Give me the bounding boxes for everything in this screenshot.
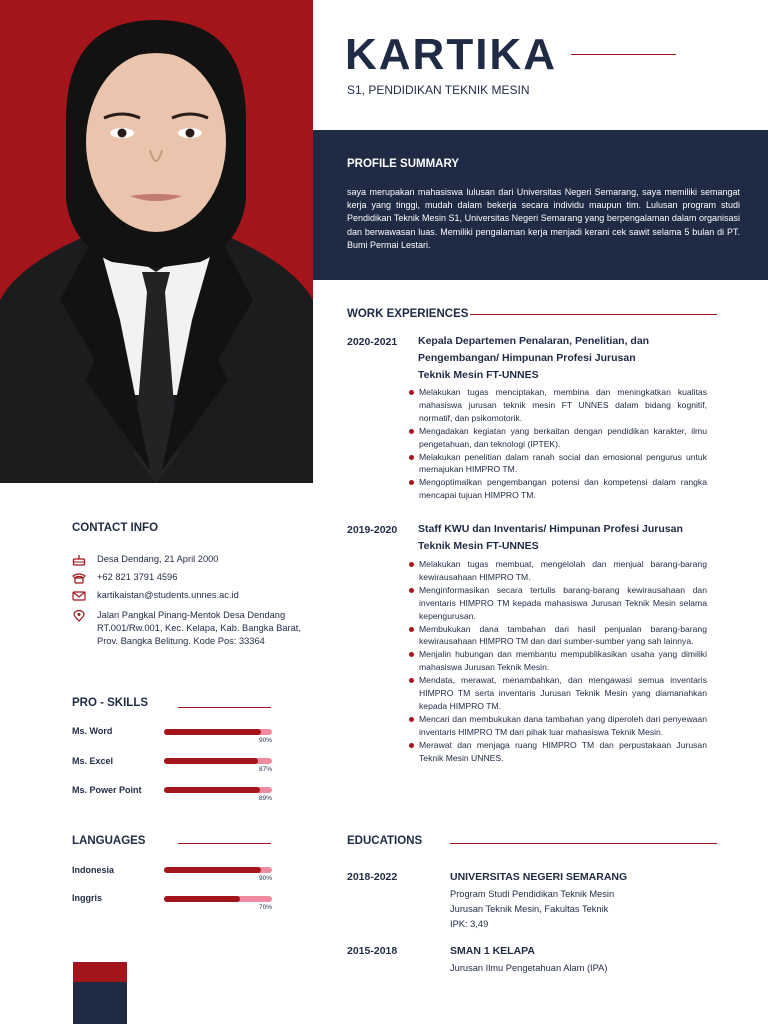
list-item: Mendata, merawat, menambahkan, dan mengawasi semua inventaris HIMPRO TM serta inventaris Jurusan Teknik Mesin yang diamanahkan kepada HIMPRO TM. bbox=[409, 674, 707, 713]
contact-birth bbox=[72, 553, 218, 566]
education-school: SMAN 1 KELAPA bbox=[450, 945, 535, 957]
list-item: Mengadakan kegiatan yang berkaitan dengan pendidikan karakter, ilmu pengetahuan, dan teknologi (IPTEK). bbox=[409, 425, 707, 451]
profile-summary-title: PROFILE SUMMARY bbox=[347, 158, 460, 170]
skill-label: Ms. Word bbox=[72, 726, 113, 736]
address-text bbox=[97, 609, 301, 649]
language-bar bbox=[164, 867, 272, 873]
list-item: Menjalin hubungan dan membantu mempublikasikan usaha yang dimiliki mahasiswa Jurusan Teknik Mesin. bbox=[409, 648, 707, 674]
education-divider bbox=[450, 843, 717, 844]
job-title-line: Staff KWU dan Inventaris/ Himpunan Profesi Jurusan bbox=[418, 523, 683, 535]
skill-percent: 87% bbox=[259, 766, 273, 773]
language-percent: 70% bbox=[259, 904, 273, 911]
education-detail-line: Jurusan Ilmu Pengetahuan Alam (IPA) bbox=[450, 963, 608, 973]
education-year: 2018-2022 bbox=[347, 871, 398, 883]
email-text: kartikaistan@students.unnes.ac.id bbox=[97, 590, 239, 600]
language-bar-fill bbox=[164, 896, 240, 902]
language-bar-fill bbox=[164, 867, 261, 873]
education-details bbox=[450, 961, 607, 976]
skill-bar-fill bbox=[164, 729, 261, 735]
skill-percent: 89% bbox=[259, 795, 273, 802]
job-title bbox=[418, 333, 708, 384]
skill-label: Ms. Power Point bbox=[72, 785, 142, 795]
education-detail-line: Program Studi Pendidikan Teknik Mesin bbox=[450, 889, 615, 899]
pro-skills-title: PRO - SKILLS bbox=[72, 697, 149, 709]
list-item: Menginformasikan secara tertulis barang-barang kewirausahaan dan inventaris HIMPRO TM kepada mahasiswa Jurusan Teknik Mesin selama kepengurusan. bbox=[409, 584, 707, 623]
name-heading: KARTIKA bbox=[345, 30, 557, 79]
languages-title: LANGUAGES bbox=[72, 835, 146, 847]
list-item: Mengoptimalkan pengembangan potensi dan kompetensi dalam rangka mencapai tujuan HIMPRO TM. bbox=[409, 476, 707, 502]
language-bar bbox=[164, 896, 272, 902]
job-title-line: Kepala Departemen Penalaran, Penelitian, dan bbox=[418, 335, 650, 347]
language-percent: 90% bbox=[259, 875, 273, 882]
education-detail-line: IPK: 3,49 bbox=[450, 919, 489, 929]
skill-bar-fill bbox=[164, 758, 258, 764]
phone-text: +62 821 3791 4596 bbox=[97, 572, 178, 582]
skill-bar bbox=[164, 758, 272, 764]
list-item: Merawat dan menjaga ruang HIMPRO TM dan perpustakaan Jurusan Teknik Mesin UNNES. bbox=[409, 739, 707, 765]
mail-icon bbox=[72, 590, 86, 602]
address-line: Jalan Pangkal Pinang-Mentok Desa Dendang bbox=[97, 610, 286, 620]
degree-subtitle: S1, PENDIDIKAN TEKNIK MESIN bbox=[347, 83, 530, 97]
job-title bbox=[418, 521, 708, 555]
decorative-navy-block bbox=[73, 982, 127, 1024]
education-year: 2015-2018 bbox=[347, 945, 398, 957]
location-pin-icon bbox=[72, 610, 86, 622]
list-item: Melakukan tugas membuat, mengelolah dan menjual barang-barang kewirausahaan HIMPRO TM. bbox=[409, 558, 707, 584]
education-school: UNIVERSITAS NEGERI SEMARANG bbox=[450, 871, 628, 883]
profile-summary-panel bbox=[313, 130, 768, 280]
address-line: RT.001/Rw.001, Kec. Kelapa, Kab. Bangka Barat, bbox=[97, 623, 301, 634]
job-title-line: Pengembangan/ Himpunan Profesi Jurusan bbox=[418, 352, 636, 364]
list-item: Membukukan dana tambahan dari hasil penjualan barang-barang kewirausahaan HIMPRO TM dan dari sumber-sumber yang sah lainnya. bbox=[409, 623, 707, 649]
contact-info-title: CONTACT INFO bbox=[72, 522, 159, 534]
skill-label: Ms. Excel bbox=[72, 756, 114, 766]
contact-address bbox=[72, 609, 301, 649]
portrait-illustration bbox=[0, 0, 313, 483]
address-line: Prov. Bangka Belitung. Kode Pos: 33364 bbox=[97, 636, 265, 647]
contact-email[interactable] bbox=[72, 589, 239, 602]
languages-divider bbox=[178, 843, 271, 844]
language-label: Inggris bbox=[72, 893, 103, 903]
job-duties-list bbox=[409, 558, 707, 765]
decorative-red-block bbox=[73, 962, 127, 982]
profile-photo bbox=[0, 0, 313, 483]
birth-text: Desa Dendang, 21 April 2000 bbox=[97, 554, 219, 564]
job-title-line: Teknik Mesin FT-UNNES bbox=[418, 369, 539, 381]
profile-summary-text: saya merupakan mahasiswa lulusan dari Universitas Negeri Semarang, saya memiliki semangat kerja yang tinggi, mudah dalam bekerja secara individu maupun tim. Lulusan program studi Pendidikan Teknik Mesin S1, Universitas Negeri Semarang yang berpengalaman dalam organisasi dan berwawasan luas. Memiliki pengalaman kerja menjadi kerani cek sawit selama 5 bulan di PT. Bumi Permai Lestari. bbox=[347, 187, 740, 250]
job-title-line: Teknik Mesin FT-UNNES bbox=[418, 540, 539, 552]
list-item: Melakukan penelitian dalam ranah social dan emosional pengurus untuk memajukan HIMPRO TM. bbox=[409, 451, 707, 477]
list-item: Mencari dan membukukan dana tambahan yang diperoleh dari penyewaan inventaris HIMPRO TM dari pihak luar mahasiswa Teknik Mesin. bbox=[409, 713, 707, 739]
education-details bbox=[450, 887, 614, 932]
contact-phone[interactable] bbox=[72, 571, 177, 584]
skills-divider bbox=[178, 707, 271, 708]
language-label: Indonesia bbox=[72, 865, 115, 875]
phone-icon bbox=[72, 572, 86, 584]
education-detail-line: Jurusan Teknik Mesin, Fakultas Teknik bbox=[450, 904, 609, 914]
educations-title: EDUCATIONS bbox=[347, 835, 423, 847]
work-experiences-title: WORK EXPERIENCES bbox=[347, 308, 469, 320]
skill-bar bbox=[164, 787, 272, 793]
skill-bar bbox=[164, 729, 272, 735]
job-year: 2019-2020 bbox=[347, 524, 398, 536]
job-year: 2020-2021 bbox=[347, 336, 398, 348]
work-divider bbox=[470, 314, 717, 315]
job-duties-list bbox=[409, 386, 707, 502]
skill-bar-fill bbox=[164, 787, 260, 793]
list-item: Melakukan tugas menciptakan, membina dan meningkatkan kualitas mahasiswa jurusan teknik mesin FT UNNES dalam bidang kognitif, normatif, dan psikomotorik. bbox=[409, 386, 707, 425]
skill-percent: 90% bbox=[259, 737, 273, 744]
cake-icon bbox=[72, 554, 86, 566]
name-divider bbox=[571, 54, 676, 55]
